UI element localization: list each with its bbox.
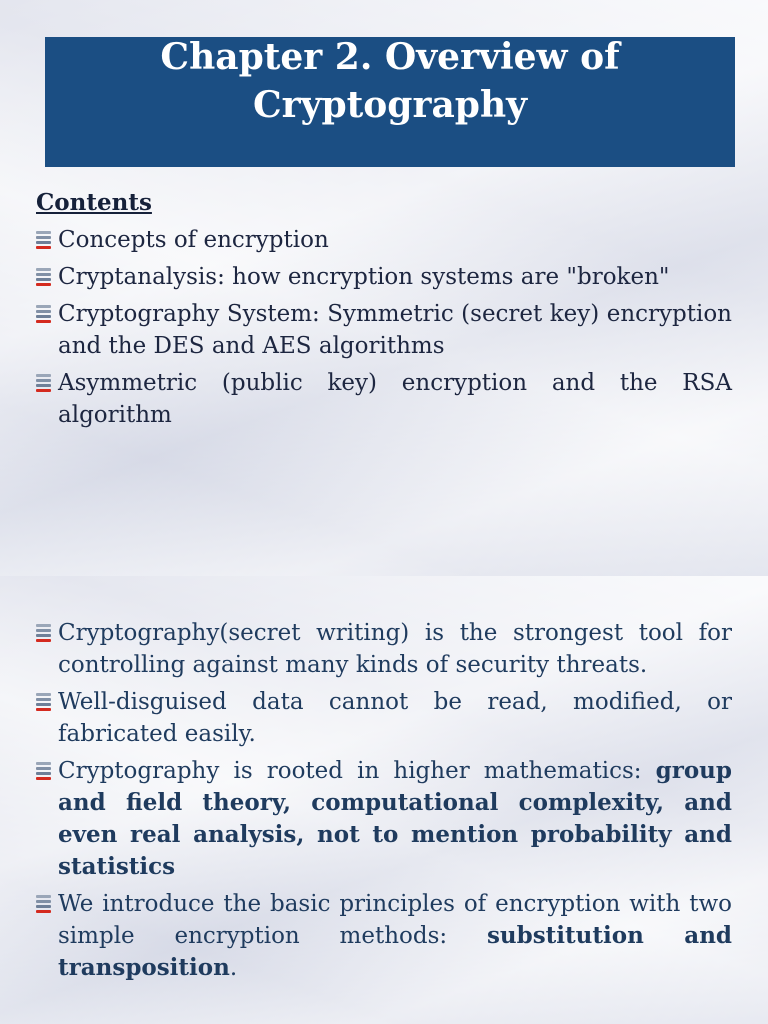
contents-heading: Contents — [36, 189, 152, 216]
stacked-lines-bullet-icon — [36, 305, 51, 325]
emphasized-text: group and field theory, computational complexity, and even real analysis, not to mention probability and statistics — [58, 757, 732, 880]
list-item-text: Cryptography is rooted in higher mathematics: — [58, 758, 656, 784]
list-item-text: We introduce the basic principles of encryption with two simple encryption methods: — [58, 891, 732, 949]
stacked-lines-bullet-icon — [36, 762, 51, 782]
list-item — [36, 888, 732, 984]
stacked-lines-bullet-icon — [36, 231, 51, 251]
list-item-text: Cryptanalysis: how encryption systems are "broken" — [58, 264, 670, 290]
contents-list — [36, 224, 732, 436]
list-item-text: Cryptography System: Symmetric (secret key) encryption and the DES and AES algorithms — [58, 301, 732, 359]
list-item — [36, 261, 732, 293]
stacked-lines-bullet-icon — [36, 624, 51, 644]
list-item-text: Asymmetric (public key) encryption and the RSA algorithm — [58, 370, 732, 428]
list-item — [36, 298, 732, 362]
list-item — [36, 224, 732, 256]
slide-2 — [0, 576, 768, 1024]
list-item-text: Cryptography(secret writing) is the strongest tool for controlling against many kinds of security threats. — [58, 620, 732, 678]
stacked-lines-bullet-icon — [36, 268, 51, 288]
list-item-text: Concepts of encryption — [58, 227, 329, 253]
stacked-lines-bullet-icon — [36, 895, 51, 915]
list-item — [36, 367, 732, 431]
bullet-list — [36, 617, 732, 989]
stacked-lines-bullet-icon — [36, 374, 51, 394]
stacked-lines-bullet-icon — [36, 693, 51, 713]
slide-title: Chapter 2. Overview of Cryptography — [160, 36, 620, 126]
list-item — [36, 686, 732, 750]
list-item-end: . — [229, 955, 238, 981]
list-item-text: Well-disguised data cannot be read, modified, or fabricated easily. — [58, 689, 732, 747]
emphasized-text: substitution and transposition — [58, 922, 732, 981]
list-item — [36, 617, 732, 681]
list-item — [36, 755, 732, 883]
